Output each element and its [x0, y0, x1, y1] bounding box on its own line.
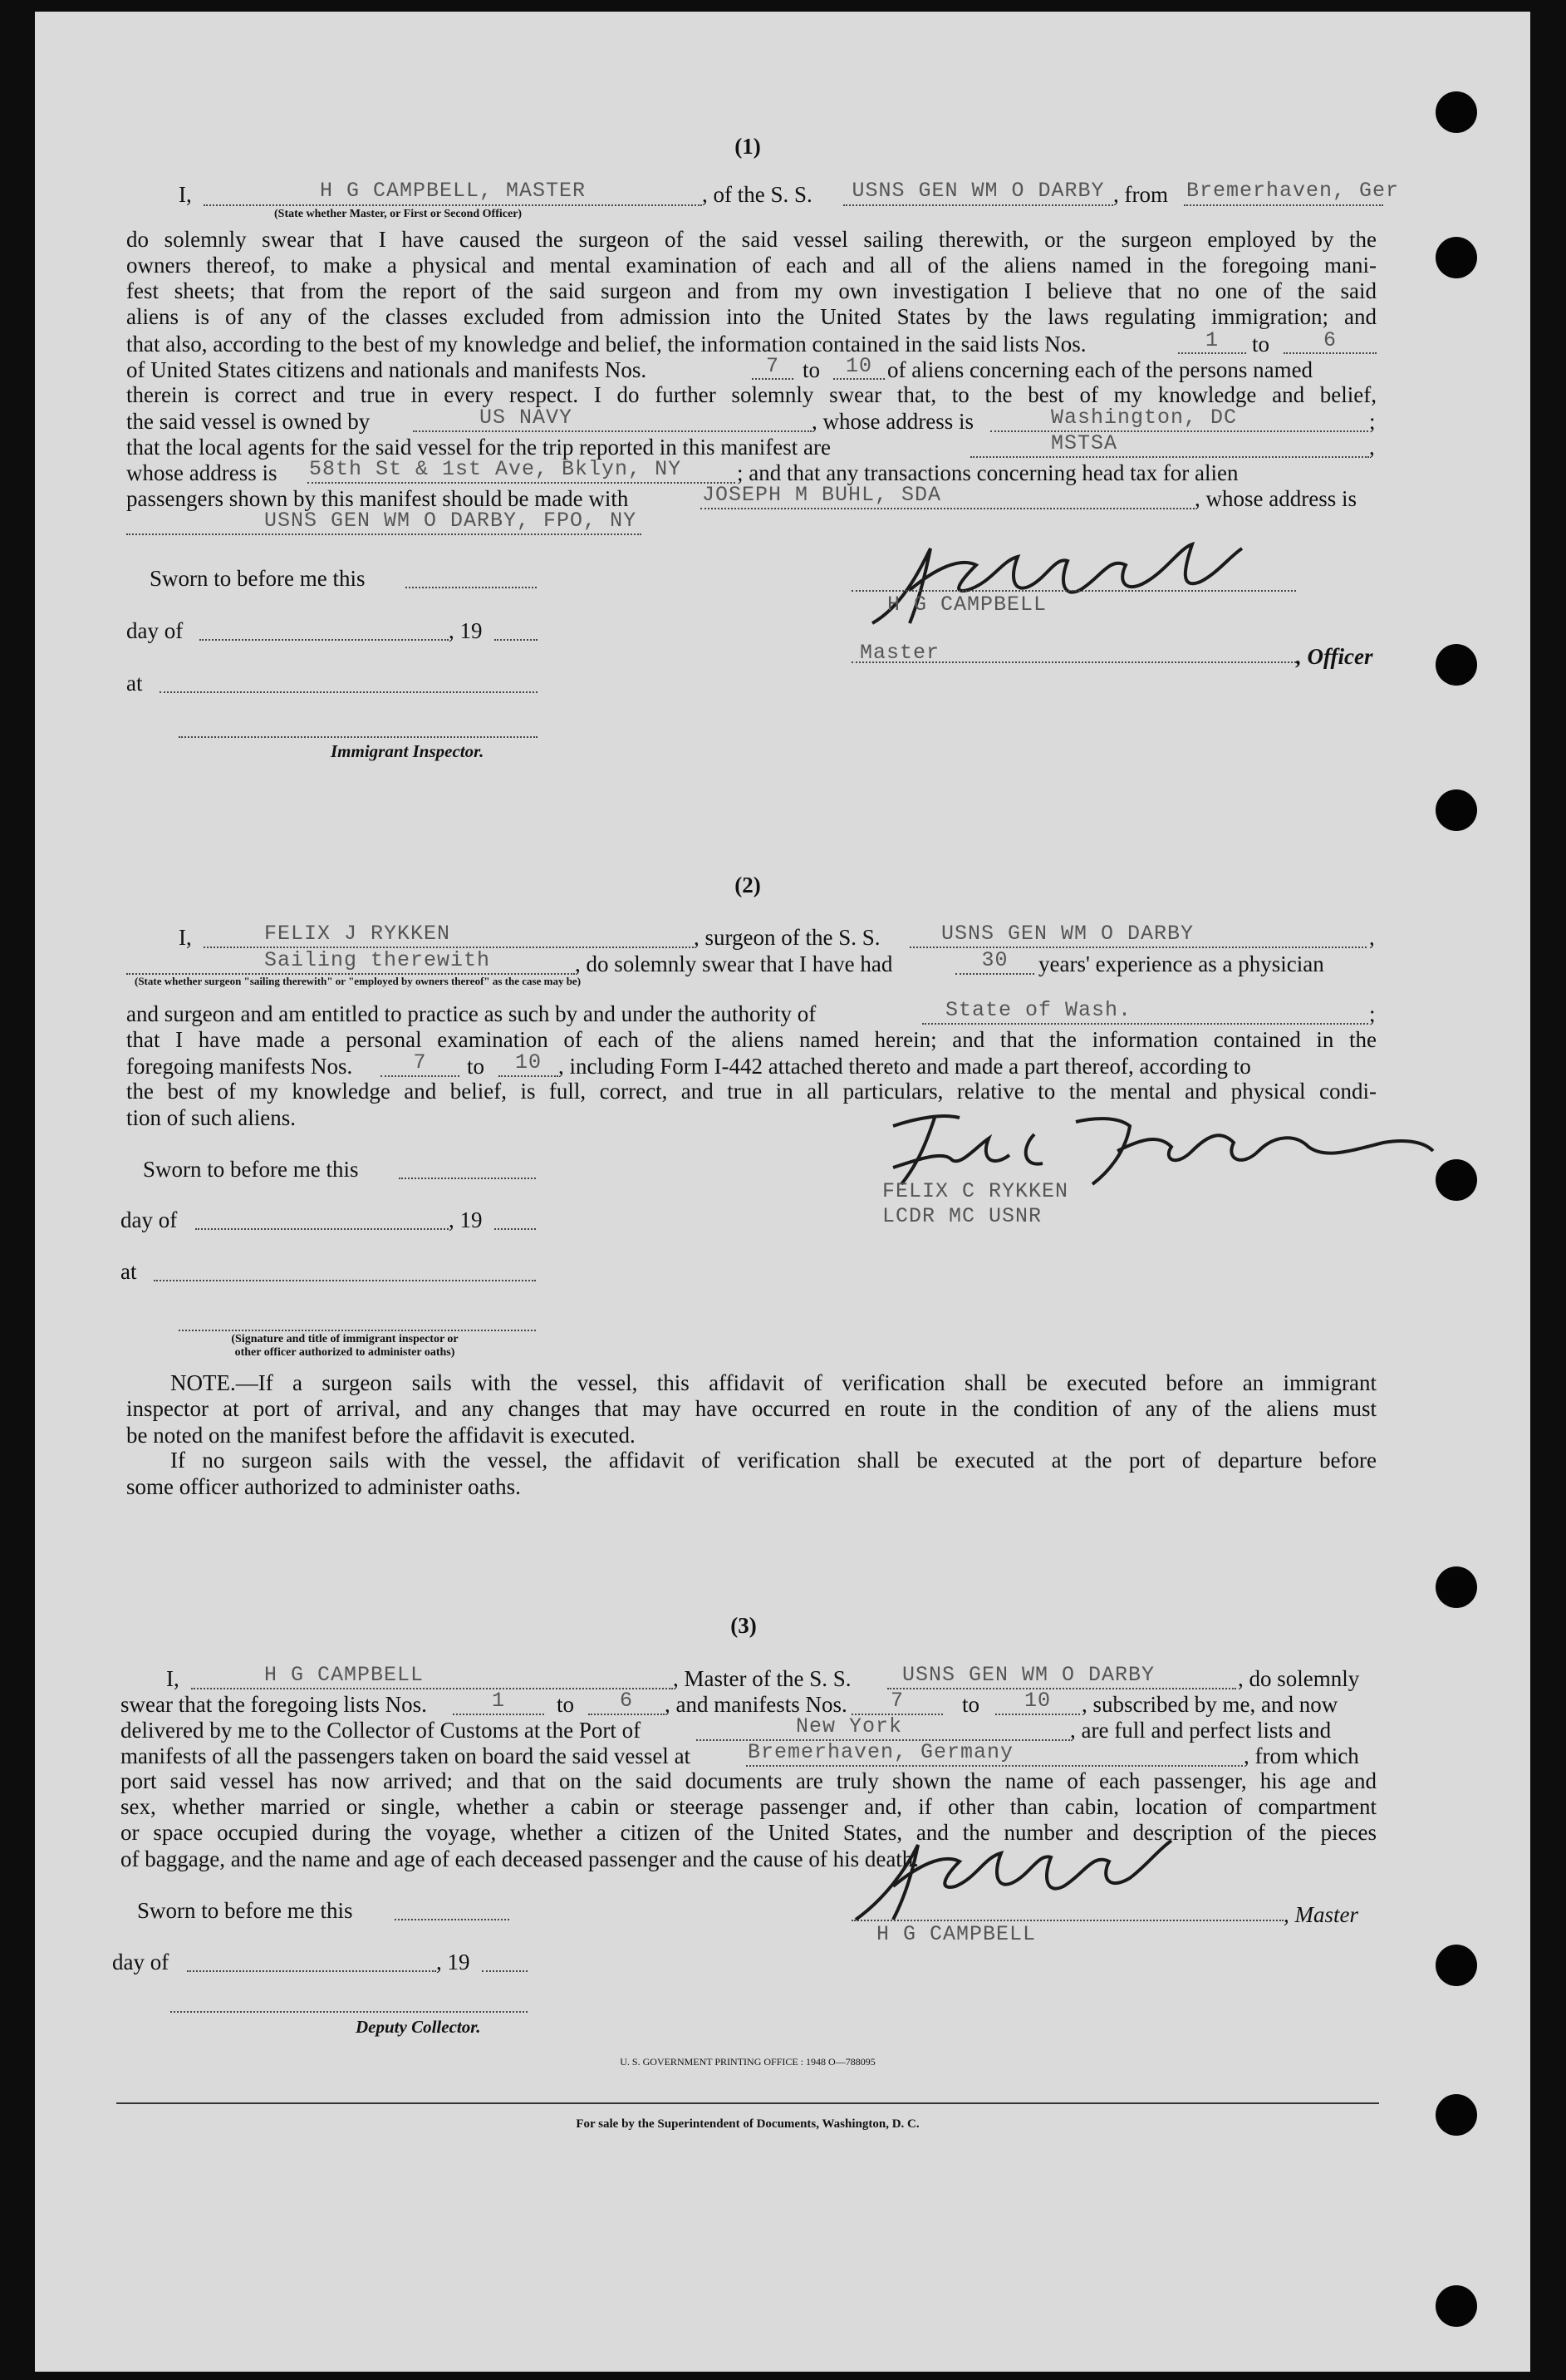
manifests-label: , and manifests Nos.: [665, 1692, 847, 1717]
master-signature: [852, 532, 1267, 640]
master-note: (State whether Master, or First or Second Officer): [274, 208, 523, 220]
semicolon: ;: [1369, 1001, 1376, 1026]
experience-label-2: years' experience as a physician: [1038, 952, 1324, 976]
officer-label: , Officer: [1296, 644, 1373, 669]
solemnly-label: , do solemnly: [1238, 1666, 1360, 1691]
lists-label: that also, according to the best of my knowledge and belief, the information contained in the said lists Nos.: [126, 332, 1087, 357]
officer-title-field: Master: [860, 641, 940, 665]
day-of-line: [187, 1970, 436, 1972]
punch-hole: [1436, 1945, 1477, 1986]
owner-address-label: , whose address is: [812, 409, 974, 434]
master-field: H G CAMPBELL: [264, 1663, 425, 1687]
punch-hole: [1436, 1566, 1477, 1608]
inspector-sig-line: [179, 1330, 536, 1331]
sworn-line: [405, 587, 537, 588]
from-port-field: Bremerhaven, Ger: [1186, 179, 1400, 203]
day-of-line: [199, 639, 449, 641]
agents-label: that the local agents for the said vessel for the trip reported in this manifest are: [126, 435, 831, 460]
man-to-label: to: [962, 1692, 980, 1717]
sworn-line: [399, 1178, 536, 1179]
day-of-line: [195, 1228, 449, 1230]
cert-body-line: the best of my knowledge and belief, is full, correct, and true in all particulars, relative to the mental and physical condi-: [126, 1079, 1377, 1104]
at-label: at: [126, 671, 143, 696]
head-tax-label-2: passengers shown by this manifest should be made with: [126, 486, 629, 511]
port-field: New York: [796, 1714, 903, 1738]
foregoing-label-end: , including Form I-442 attached thereto and made a part thereof, according to: [558, 1054, 1251, 1079]
section-number: (2): [734, 873, 761, 897]
master-signature-line: [852, 590, 1296, 592]
lists-from-field: 1: [491, 1689, 505, 1713]
owner-address-field: Washington, DC: [1051, 406, 1238, 430]
years-field: 30: [981, 948, 1009, 972]
oath-body-line: sex, whether married or single, whether a cabin or steerage passenger and, if other than cabin, location of compartment: [120, 1794, 1377, 1819]
oath-body-line: do solemnly swear that I have caused the surgeon of the said vessel sailing therewith, or the surgeon employed by the: [126, 227, 1377, 252]
section-number: (3): [730, 1613, 757, 1638]
oath-body-line: or space occupied during the voyage, whether a citizen of the United States, and the number and description of the pieces: [120, 1820, 1377, 1845]
oath-i: I,: [179, 182, 192, 207]
sailing-note: (State whether surgeon "sailing therewith" or "employed by owners thereof" as the case may be): [135, 975, 582, 987]
vessel-name-field: USNS GEN WM O DARBY: [852, 179, 1105, 203]
perfect-lists-label: , are full and perfect lists and: [1070, 1718, 1332, 1743]
at-line: [160, 691, 538, 693]
owner-line: [413, 430, 812, 432]
subscribed-label: , subscribed by me, and now: [1082, 1692, 1338, 1717]
experience-label: , do solemnly swear that I have had: [575, 952, 893, 976]
year-label: , 19: [449, 618, 483, 643]
sworn-line: [395, 1919, 509, 1920]
day-of-label: day of: [120, 1207, 178, 1232]
note-line: be noted on the manifest before the affidavit is executed.: [126, 1423, 636, 1448]
punch-hole: [1436, 789, 1477, 831]
agents-field: MSTSA: [1051, 431, 1118, 455]
foregoing-from-field: 7: [413, 1050, 427, 1074]
inspector-caption: Immigrant Inspector.: [331, 741, 484, 761]
surgeon-name-field: FELIX J RYKKEN: [264, 922, 451, 946]
day-of-label: day of: [112, 1950, 169, 1974]
foregoing-label: foregoing manifests Nos.: [126, 1054, 353, 1079]
note-line: If no surgeon sails with the vessel, the affidavit of verification shall be executed at the port of departure before: [170, 1448, 1377, 1473]
year-line: [494, 639, 538, 641]
manifests-to-field: 10: [845, 354, 872, 378]
at-label: at: [120, 1259, 137, 1284]
cert-body-line: tion of such aliens.: [126, 1105, 296, 1130]
day-of-label: day of: [126, 618, 184, 643]
lists-to-field: 6: [1323, 328, 1337, 352]
man-from-field: 7: [890, 1689, 904, 1713]
agent-address-field: 58th St & 1st Ave, Bklyn, NY: [309, 457, 682, 481]
head-tax-address-field: USNS GEN WM O DARBY, FPO, NY: [264, 509, 637, 533]
footer-rule: [116, 2102, 1379, 2104]
from-label: , from: [1113, 182, 1168, 207]
manifests-to-label: to: [803, 357, 821, 382]
master-name-field: H G CAMPBELL, MASTER: [319, 179, 587, 203]
comma: ,: [1369, 435, 1375, 460]
oath-body-line: therein is correct and true in every respect. I do further solemnly swear that, to the best of my knowledge and belief,: [126, 382, 1377, 407]
from-field-line: [1184, 204, 1383, 206]
owner-field: US NAVY: [479, 406, 573, 430]
sale-notice: For sale by the Superintendent of Documents, Washington, D. C.: [576, 2117, 920, 2131]
printing-office: U. S. GOVERNMENT PRINTING OFFICE : 1948 O—788095: [620, 2056, 876, 2068]
manifests-from-field: 7: [765, 354, 779, 378]
oath-body-line: of baggage, and the name and age of each deceased passenger and the cause of his death.: [120, 1846, 920, 1871]
deputy-caption: Deputy Collector.: [356, 2017, 481, 2037]
surgeon-of-label: , surgeon of the S. S.: [694, 925, 881, 950]
master-of-label: , Master of the S. S.: [673, 1666, 852, 1691]
punch-hole: [1436, 2285, 1477, 2327]
inspector-sig-note: other officer authorized to administer oaths): [234, 1346, 455, 1359]
surgeon-typed-rank: LCDR MC USNR: [882, 1204, 1043, 1228]
agent-address-label: whose address is: [126, 460, 277, 485]
at-line: [154, 1280, 536, 1281]
lists-to-label: to: [1252, 332, 1270, 357]
lists-from-field: 1: [1205, 328, 1219, 352]
vessel-field: USNS GEN WM O DARBY: [940, 922, 1195, 946]
punch-hole: [1436, 91, 1477, 133]
oath-body-line: owners thereof, to make a physical and mental examination of each and all of the aliens named in the foregoing mani-: [126, 253, 1377, 278]
embark-port-field: Bremerhaven, Germany: [748, 1740, 1014, 1764]
section-number: (1): [734, 134, 761, 159]
head-tax-label: ; and that any transactions concerning head tax for alien: [737, 460, 1239, 485]
head-tax-address-label: , whose address is: [1195, 486, 1357, 511]
lists-to-field: 6: [619, 1689, 633, 1713]
vessel-field-line: [843, 204, 1113, 206]
sworn-label: Sworn to before me this: [150, 566, 366, 591]
oath-body-line: aliens is of any of the classes excluded from admission into the United States by the laws regulating immigration; and: [126, 304, 1377, 329]
year-line: [482, 1970, 528, 1972]
punch-hole: [1436, 237, 1477, 278]
manifests-board-label: manifests of all the passengers taken on board the said vessel at: [120, 1743, 691, 1768]
year-line: [494, 1228, 536, 1230]
note-line: NOTE.—If a surgeon sails with the vessel, this affidavit of verification shall be executed before an immigrant: [170, 1370, 1377, 1395]
delivered-label: delivered by me to the Collector of Customs at the Port of: [120, 1718, 641, 1743]
oath-body-line: fest sheets; that from the report of the said surgeon and from my own investigation I believe that no one of the said: [126, 278, 1377, 303]
oath-i: I,: [166, 1666, 179, 1691]
master-typed-name: H G CAMPBELL: [887, 593, 1048, 617]
authority-field: State of Wash.: [945, 998, 1132, 1022]
lists-to-label: to: [557, 1692, 575, 1717]
master-signature-2: [839, 1824, 1188, 1932]
inspector-sig-note: (Signature and title of immigrant inspector or: [231, 1333, 459, 1345]
sailing-field: Sailing therewith: [264, 948, 491, 972]
punch-hole: [1436, 644, 1477, 686]
deputy-line: [170, 2011, 528, 2013]
master-typed-name-2: H G CAMPBELL: [876, 1922, 1037, 1946]
owner-label: the said vessel is owned by: [126, 409, 371, 434]
sworn-label: Sworn to before me this: [137, 1898, 353, 1923]
from-which-label: , from which: [1244, 1743, 1359, 1768]
year-label: , 19: [449, 1207, 483, 1232]
foregoing-to-label: to: [467, 1054, 485, 1079]
punch-hole: [1436, 2094, 1477, 2136]
manifests-label: of United States citizens and nationals and manifests Nos.: [126, 357, 647, 382]
punch-hole: [1436, 1159, 1477, 1201]
sworn-label: Sworn to before me this: [143, 1157, 359, 1182]
of-ss-label: , of the S. S.: [702, 182, 812, 207]
vessel-field: USNS GEN WM O DARBY: [901, 1663, 1156, 1687]
master-field-line: [204, 204, 702, 206]
swear-label: swear that the foregoing lists Nos.: [120, 1692, 427, 1717]
year-label: , 19: [436, 1950, 470, 1974]
cert-body-line: that I have made a personal examination of each of the aliens named herein; and that the information contained in the: [126, 1027, 1377, 1052]
note-line: some officer authorized to administer oaths.: [126, 1474, 521, 1499]
comma: ,: [1369, 925, 1375, 950]
oath-i: I,: [179, 925, 192, 950]
foregoing-to-field: 10: [514, 1050, 542, 1074]
note-line: inspector at port of arrival, and any changes that may have occurred en route in the condition of any of the aliens must: [126, 1396, 1377, 1421]
authority-label: and surgeon and am entitled to practice as such by and under the authority of: [126, 1001, 817, 1026]
master-title-label: , Master: [1284, 1902, 1358, 1927]
agents-line: [970, 456, 1369, 458]
semicolon: ;: [1369, 409, 1376, 434]
surgeon-typed-name: FELIX C RYKKEN: [882, 1179, 1069, 1203]
head-tax-agent-field: JOSEPH M BUHL, SDA: [702, 483, 942, 507]
oath-body-line: port said vessel has now arrived; and that on the said documents are truly shown the name of each passenger, his age and: [120, 1768, 1377, 1793]
man-to-field: 10: [1024, 1689, 1051, 1713]
manifests-label-end: of aliens concerning each of the persons named: [887, 357, 1313, 382]
